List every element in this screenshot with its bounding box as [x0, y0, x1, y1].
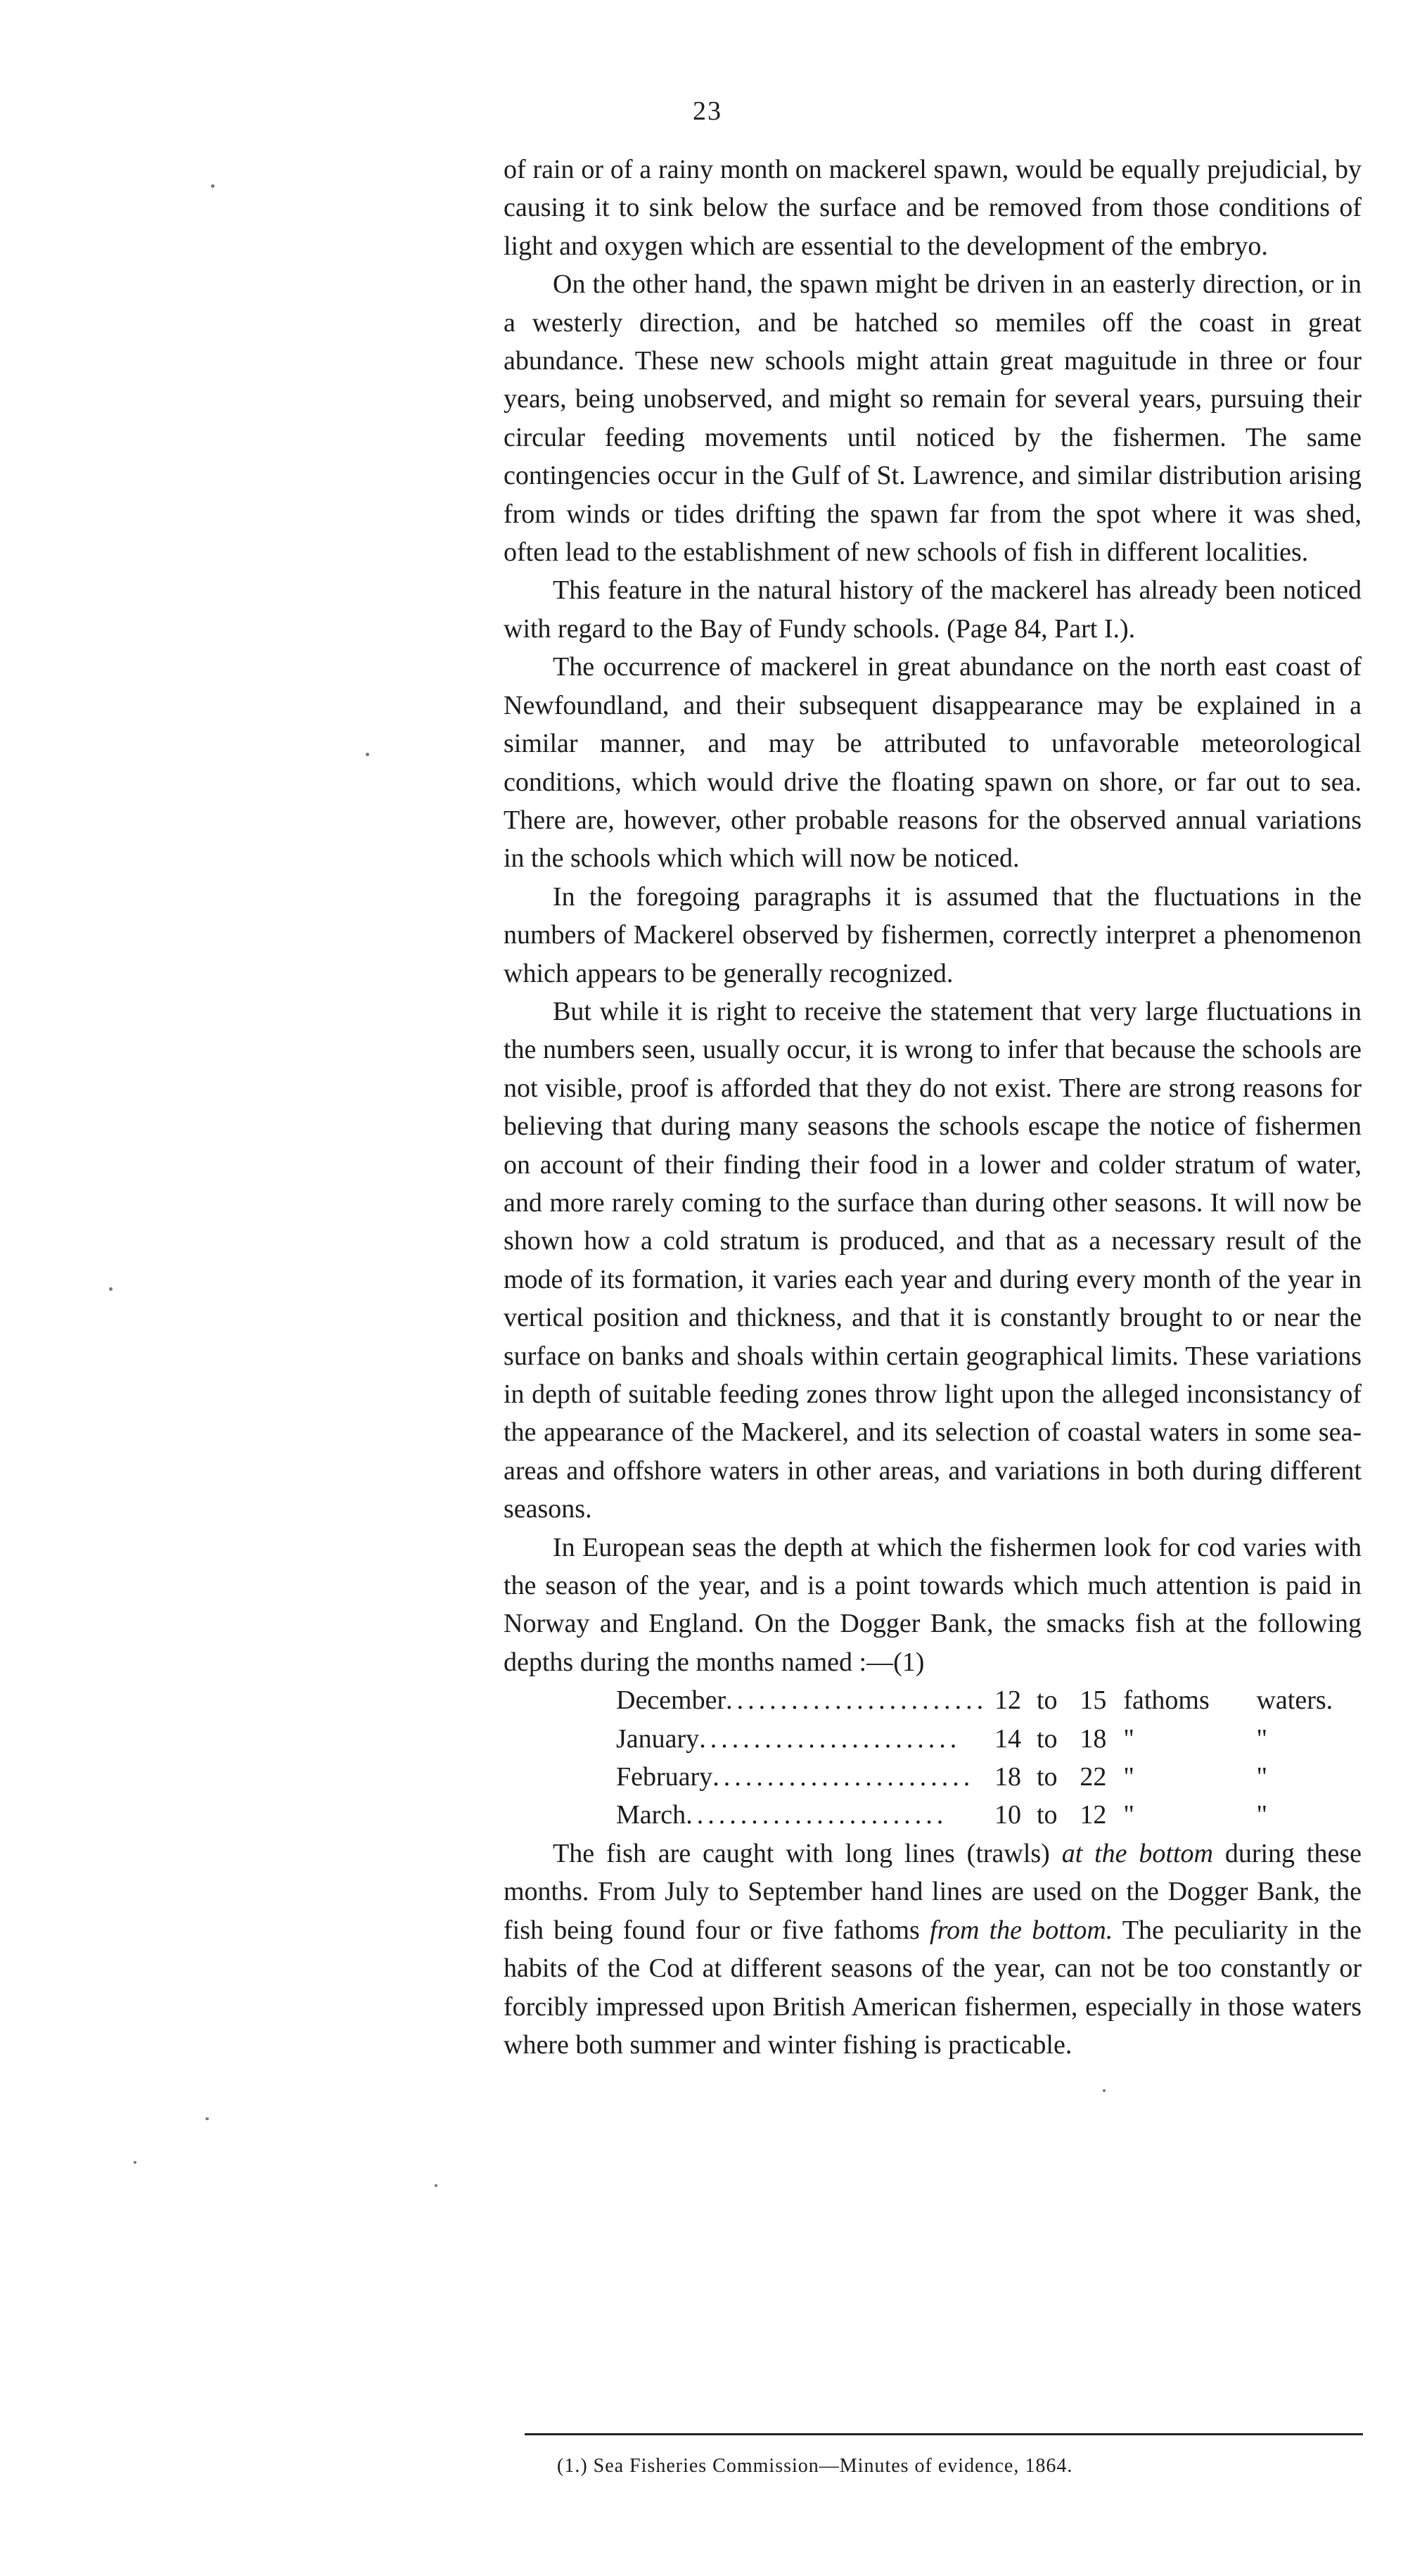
depth-unit: fathoms: [1123, 1685, 1210, 1716]
table-row: [616, 1720, 1362, 1758]
paragraph-8-part-2: during these months. From July to September hand lines are used on the Dogger Bank, the fish being found four or five fathoms: [504, 1838, 1362, 1945]
table-row: [616, 1681, 1362, 1719]
depth-to: 22: [1080, 1762, 1107, 1792]
depth-unit-2: waters.: [1256, 1685, 1333, 1716]
speck: [205, 2117, 209, 2120]
to-word: to: [1036, 1800, 1058, 1830]
footnote-divider: [525, 2433, 1363, 2435]
paragraph-5: In the foregoing paragraphs it is assumed that the fluctuations in the numbers of Mackerel observed by fishermen, correctly interpret a phenomenon which appears to be generally recognized.: [504, 881, 1362, 988]
speck: [366, 753, 369, 756]
to-word: to: [1036, 1685, 1058, 1716]
month-label: December: [616, 1685, 726, 1716]
month-label: February: [616, 1762, 713, 1792]
depth-unit-2: ": [1256, 1723, 1267, 1754]
depth-unit: ": [1123, 1723, 1134, 1754]
depth-from: 10: [994, 1800, 1021, 1830]
month-label: January: [616, 1723, 700, 1754]
depth-from: 12: [994, 1685, 1021, 1716]
depth-unit: ": [1123, 1800, 1134, 1830]
leader-dots: ........................: [712, 1762, 975, 1792]
speck: [435, 2184, 437, 2187]
leader-dots: ........................: [699, 1723, 961, 1754]
paragraph-8-part-3: The peculiarity in the habits of the Cod at different seasons of the year, can not be too constantly or forcibly impressed upon British American fishermen, especially in those waters where both summer and winter fishing is practicable.: [504, 1915, 1362, 2060]
leader-dots: ........................: [686, 1800, 948, 1830]
speck: [211, 184, 215, 188]
to-word: to: [1036, 1723, 1058, 1754]
depth-unit: ": [1123, 1762, 1134, 1792]
to-word: to: [1036, 1762, 1058, 1792]
italic-phrase-from-bottom: from the bottom.: [930, 1915, 1113, 1945]
paragraph-8-part-1: The fish are caught with long lines (trawls): [553, 1838, 1062, 1868]
body-text: [504, 151, 1362, 2064]
depth-unit-2: ": [1256, 1762, 1267, 1792]
table-row: [616, 1796, 1362, 1834]
depth-from: 18: [994, 1762, 1021, 1792]
table-row: [616, 1758, 1362, 1796]
paragraph-3: This feature in the natural history of the mackerel has already been noticed with regard to the Bay of Fundy schools. (Page 84, Part I.).: [504, 575, 1362, 644]
page-number: 23: [693, 96, 722, 126]
italic-phrase-bottom: at the bottom: [1061, 1838, 1213, 1868]
depth-table: [616, 1681, 1362, 1835]
depth-to: 12: [1080, 1800, 1107, 1830]
speck: [109, 1287, 113, 1291]
paragraph-8: [504, 1835, 1362, 2064]
footnote: (1.) Sea Fisheries Commission—Minutes of evidence, 1864.: [557, 2455, 1073, 2477]
depth-unit-2: ": [1256, 1800, 1267, 1830]
depth-to: 15: [1080, 1685, 1107, 1716]
speck: [1103, 2089, 1106, 2092]
speck: [134, 2161, 136, 2164]
depth-from: 14: [994, 1723, 1021, 1754]
month-label: March: [616, 1800, 686, 1830]
paragraph-2: On the other hand, the spawn might be driven in an easterly direction, or in a westerly direction, and be hatched so memiles off the coast in great abundance. These new schools might attain great maguitude in three or four years, being unobserved, and might so remain for several years, pursuing their circular feeding movements until noticed by the fishermen. The same contingencies occur in the Gulf of St. Lawrence, and similar distribution arising from winds or tides drifting the spawn far from the spot where it was shed, often lead to the establishment of new schools of fish in different localities.: [504, 269, 1362, 568]
leader-dots: ........................: [726, 1685, 988, 1716]
paragraph-1: of rain or of a rainy month on mackerel spawn, would be equally prejudicial, by causing it to sink below the surface and be removed from those conditions of light and oxygen which are essential to the development of the embryo.: [504, 155, 1362, 261]
paragraph-6: But while it is right to receive the statement that very large fluctuations in the numbers seen, usually occur, it is wrong to infer that because the schools are not visible, proof is afforded that they do not exist. There are strong reasons for believing that during many seasons the schools escape the notice of fishermen on account of their finding their food in a lower and colder stratum of water, and more rarely coming to the surface than during other seasons. It will now be shown how a cold stratum is produced, and that as a necessary result of the mode of its formation, it varies each year and during every month of the year in vertical position and thickness, and that it is constantly brought to or near the surface on banks and shoals within certain geographical limits. These variations in depth of suitable feeding zones throw light upon the alleged inconsistancy of the appearance of the Mackerel, and its selection of coastal waters in some sea-areas and offshore waters in other areas, and variations in both during different seasons.: [504, 996, 1362, 1524]
paragraph-7: In European seas the depth at which the fishermen look for cod varies with the season of the year, and is a point towards which much attention is paid in Norway and England. On the Dogger Bank, the smacks fish at the following depths during the months named :—(1): [504, 1532, 1362, 1677]
depth-to: 18: [1080, 1723, 1107, 1754]
paragraph-4: The occurrence of mackerel in great abundance on the north east coast of Newfoundland, and their subsequent disappearance may be explained in a similar manner, and may be attributed to unfavorable meteorological conditions, which would drive the floating spawn on shore, or far out to sea. There are, however, other probable reasons for the observed annual variations in the schools which which will now be noticed.: [504, 652, 1362, 874]
